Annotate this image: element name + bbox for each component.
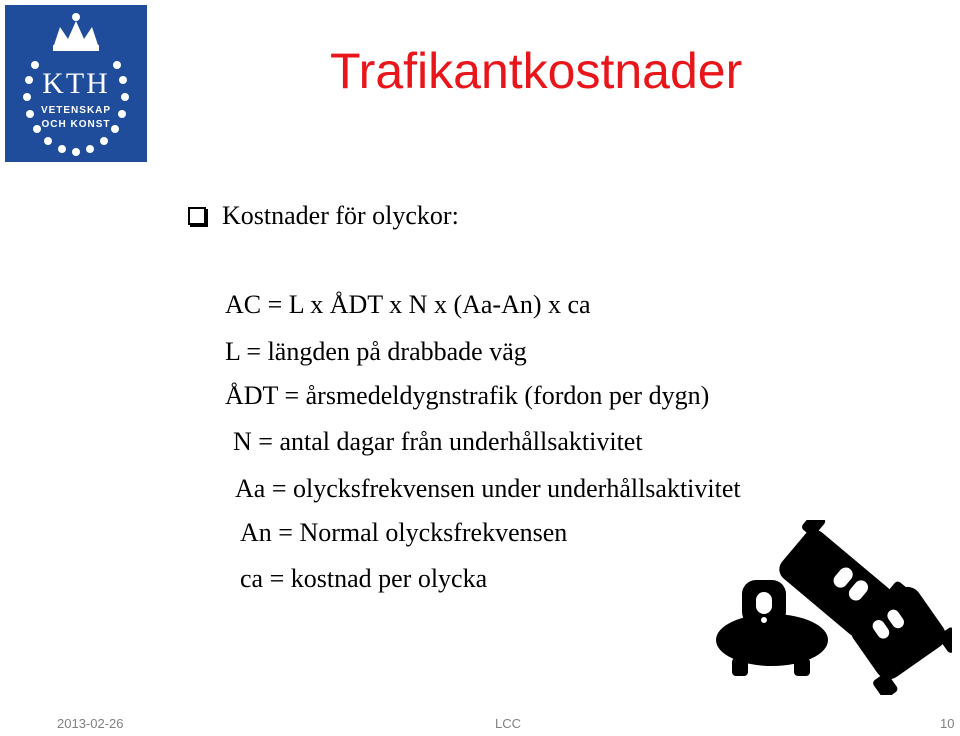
footer-date: 2013-02-26 [57, 716, 124, 731]
definition-line: ca = kostnad per olycka [240, 564, 488, 593]
bullet-text: Kostnader för olyckor: [222, 201, 459, 230]
definition-line: L = längden på drabbade väg [225, 337, 527, 366]
slide-title: Trafikantkostnader [330, 43, 743, 99]
bullet-item [188, 201, 459, 231]
logo-line-2: OCH KONST [41, 119, 111, 130]
definition-line: ÅDT = årsmedeldygnstrafik (fordon per dygn) [225, 381, 710, 410]
formula-line: AC = L x ÅDT x N x (Aa-An) x ca [225, 290, 591, 319]
footer-center: LCC [495, 716, 522, 731]
definition-line: N = antal dagar från underhållsaktivitet [233, 427, 643, 456]
page-number: 10 [940, 716, 955, 731]
definition-line: An = Normal olycksfrekvensen [240, 518, 568, 547]
logo-kth-text: KTH [42, 67, 110, 100]
car-accident-icon [712, 520, 952, 695]
kth-logo [5, 5, 147, 162]
checkbox-icon [188, 207, 206, 225]
definition-line: Aa = olycksfrekvensen under underhållsaktivitet [235, 474, 741, 503]
logo-line-1: VETENSKAP [40, 105, 112, 116]
